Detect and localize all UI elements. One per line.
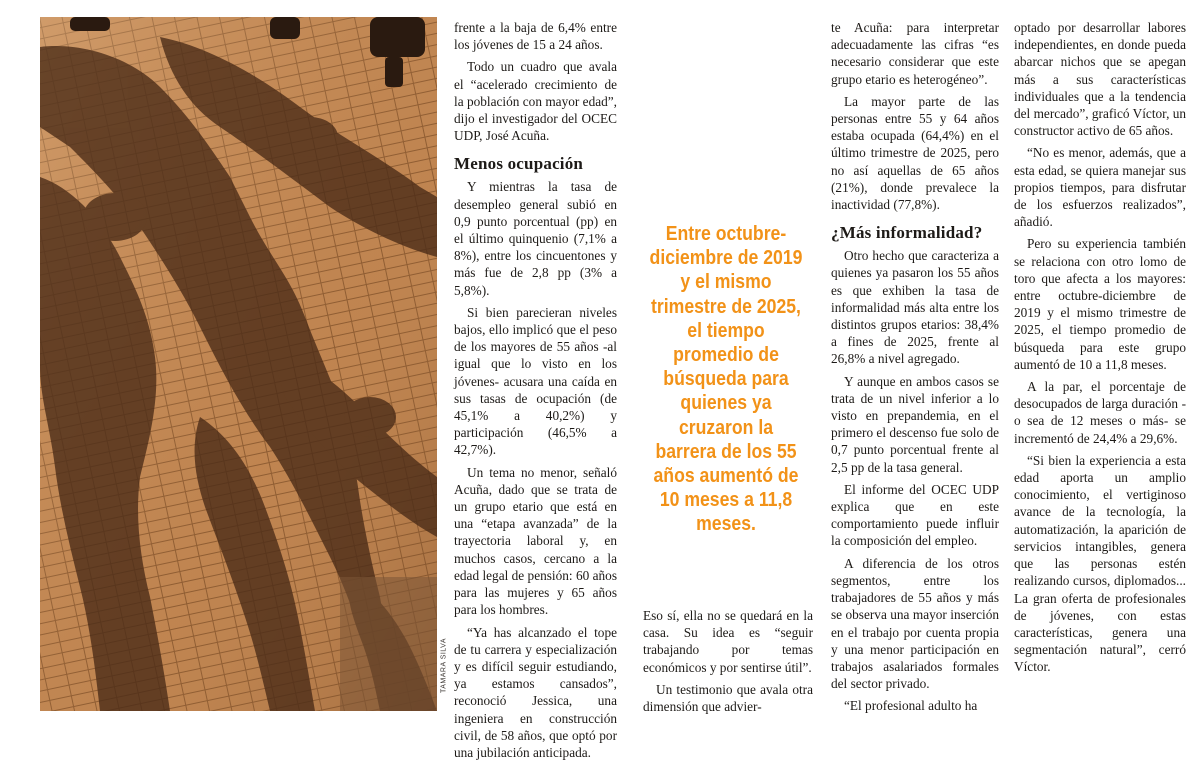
col3-paragraph-4: Y aunque en ambos casos se trata de un nivel inferior a lo visto en prepandemia, en el primero el descenso fue solo de 0,7 punto porcentual frente al 2,5 pp de la tasa general. <box>831 373 1000 475</box>
col3-paragraph-6: A diferencia de los otros segmentos, entre los trabajadores de 55 años y más se observa una mayor inserción en el trabajo por cuenta propia y una menor participación en trabajos asalariados formales del sector privado. <box>831 555 999 692</box>
col1-paragraph-1: frente a la baja de 6,4% entre los jóvenes de 15 a 24 años. <box>454 20 617 53</box>
col1-paragraph-2: Todo un cuadro que avala el “acelerado crecimiento de la población con mayor edad”, dijo el investigador del OCEC UDP, José Acuña. <box>454 59 617 144</box>
col2-paragraph-1: Eso sí, ella no se quedará en la casa. Su idea es “seguir trabajando por temas económicos y por sentirse útil”. <box>643 608 813 675</box>
col1-paragraph-5: Un tema no menor, señaló Acuña, dado que se trata de un grupo etario que está en una “etapa avanzada” de la trayectoria laboral y, en muchos casos, cercano a la edad legal de pensión: 60 años para las mujeres y 65 años para los hombres. <box>454 464 617 618</box>
photo-credit-text: TAMARA SILVA <box>440 638 448 694</box>
col4-paragraph-1: optado por desarrollar labores independientes, en donde pueda abarcar nichos que se apegan más a sus características individuales que a la tendencia del mercado”, graficó Víctor, un constructor activo de 65 años. <box>1014 20 1187 139</box>
subheading-menos-ocupacion: Menos ocupación <box>454 154 584 174</box>
photo-credit <box>438 622 448 712</box>
col4-paragraph-2: “No es menor, además, que a esta edad, se quiera manejar sus propios tiempos, para disfrutar de los esfuerzos realizados”, añadió. <box>1014 145 1186 230</box>
col3-paragraph-1: te Acuña: para interpretar adecuadamente las cifras “es necesario considerar que este grupo etario es heterogéneo”. <box>831 20 999 87</box>
col3-paragraph-3: Otro hecho que caracteriza a quienes ya pasaron los 55 años es que exhiben la tasa de informalidad más alta entre los distintos grupos etarios: 38,4% a fines de 2025, frente al 26,8% a nivel agregado. <box>831 248 999 367</box>
pullquote: Entre octubre-diciembre de 2019 y el mismo trimestre de 2025, el tiempo promedio de búsqueda para quienes ya cruzaron la barrera de los 55 años aumentó de 10 meses a 11,8 meses. <box>649 222 803 536</box>
street-shadows-photo <box>40 17 437 711</box>
col3-paragraph-5: El informe del OCEC UDP explica que en este comportamiento puede influir la composición del empleo. <box>831 481 999 549</box>
col4-paragraph-5: “Si bien la experiencia a esta edad aporta un amplio conocimiento, el vertiginoso avance de la tecnología, la automatización, la aparición de servicios intangibles, genera que las personas estén realizando cursos, diplomados... La gran oferta de profesionales de jóvenes, con estas características, genera una segmentación natural”, cerró Víctor. <box>1014 452 1186 675</box>
col1-paragraph-4: Si bien parecieran niveles bajos, ello implicó que el peso de los mayores de 55 años -al igual que lo visto en los jóvenes- acusara una caída en sus tasas de ocupación (de 45,1% a 40,2%) y participación (46,5% a 42,7%). <box>454 304 617 458</box>
col1-paragraph-3: Y mientras la tasa de desempleo general subió en 0,9 punto porcentual (pp) en el último quinquenio (7,1% a 8%), entre los cincuentones y más fue de 2,8 pp (3% a 5,8%). <box>454 179 617 298</box>
subheading-mas-informalidad: ¿Más informalidad? <box>831 223 983 243</box>
col4-paragraph-3: Pero su experiencia también se relaciona con otro lomo de toro que afecta a los mayores: entre octubre-diciembre de 2019 y el mismo trimestre de 2025, el tiempo promedio de búsqueda para este grupo aumentó de 10 a 11,8 meses. <box>1014 236 1186 372</box>
col4-paragraph-4: A la par, el porcentaje de desocupados de larga duración -o sea de 12 meses o más- se incrementó de 24,4% a 29,6%. <box>1014 379 1186 446</box>
column-1 <box>454 19 617 766</box>
column-4 <box>1014 19 1186 681</box>
col3-paragraph-2: La mayor parte de las personas entre 55 y 64 años estaba ocupada (64,4%) en el último trimestre de 2025, pero no así aquellas de 65 años (21%), donde prevalece la inactividad (77,8%). <box>831 93 999 213</box>
column-2 <box>643 607 813 720</box>
column-3 <box>831 19 999 720</box>
col1-paragraph-6: “Ya has alcanzado el tope de tu carrera y especialización y es difícil seguir estudiando, ya estamos cansados”, reconoció Jessica, una ingeniera en construcción civil, de 58 años, que optó por una jubilación anticipada. <box>454 624 617 760</box>
col2-paragraph-2: Un testimonio que avala otra dimensión que advier- <box>643 681 813 715</box>
col3-paragraph-7: “El profesional adulto ha <box>844 698 978 714</box>
